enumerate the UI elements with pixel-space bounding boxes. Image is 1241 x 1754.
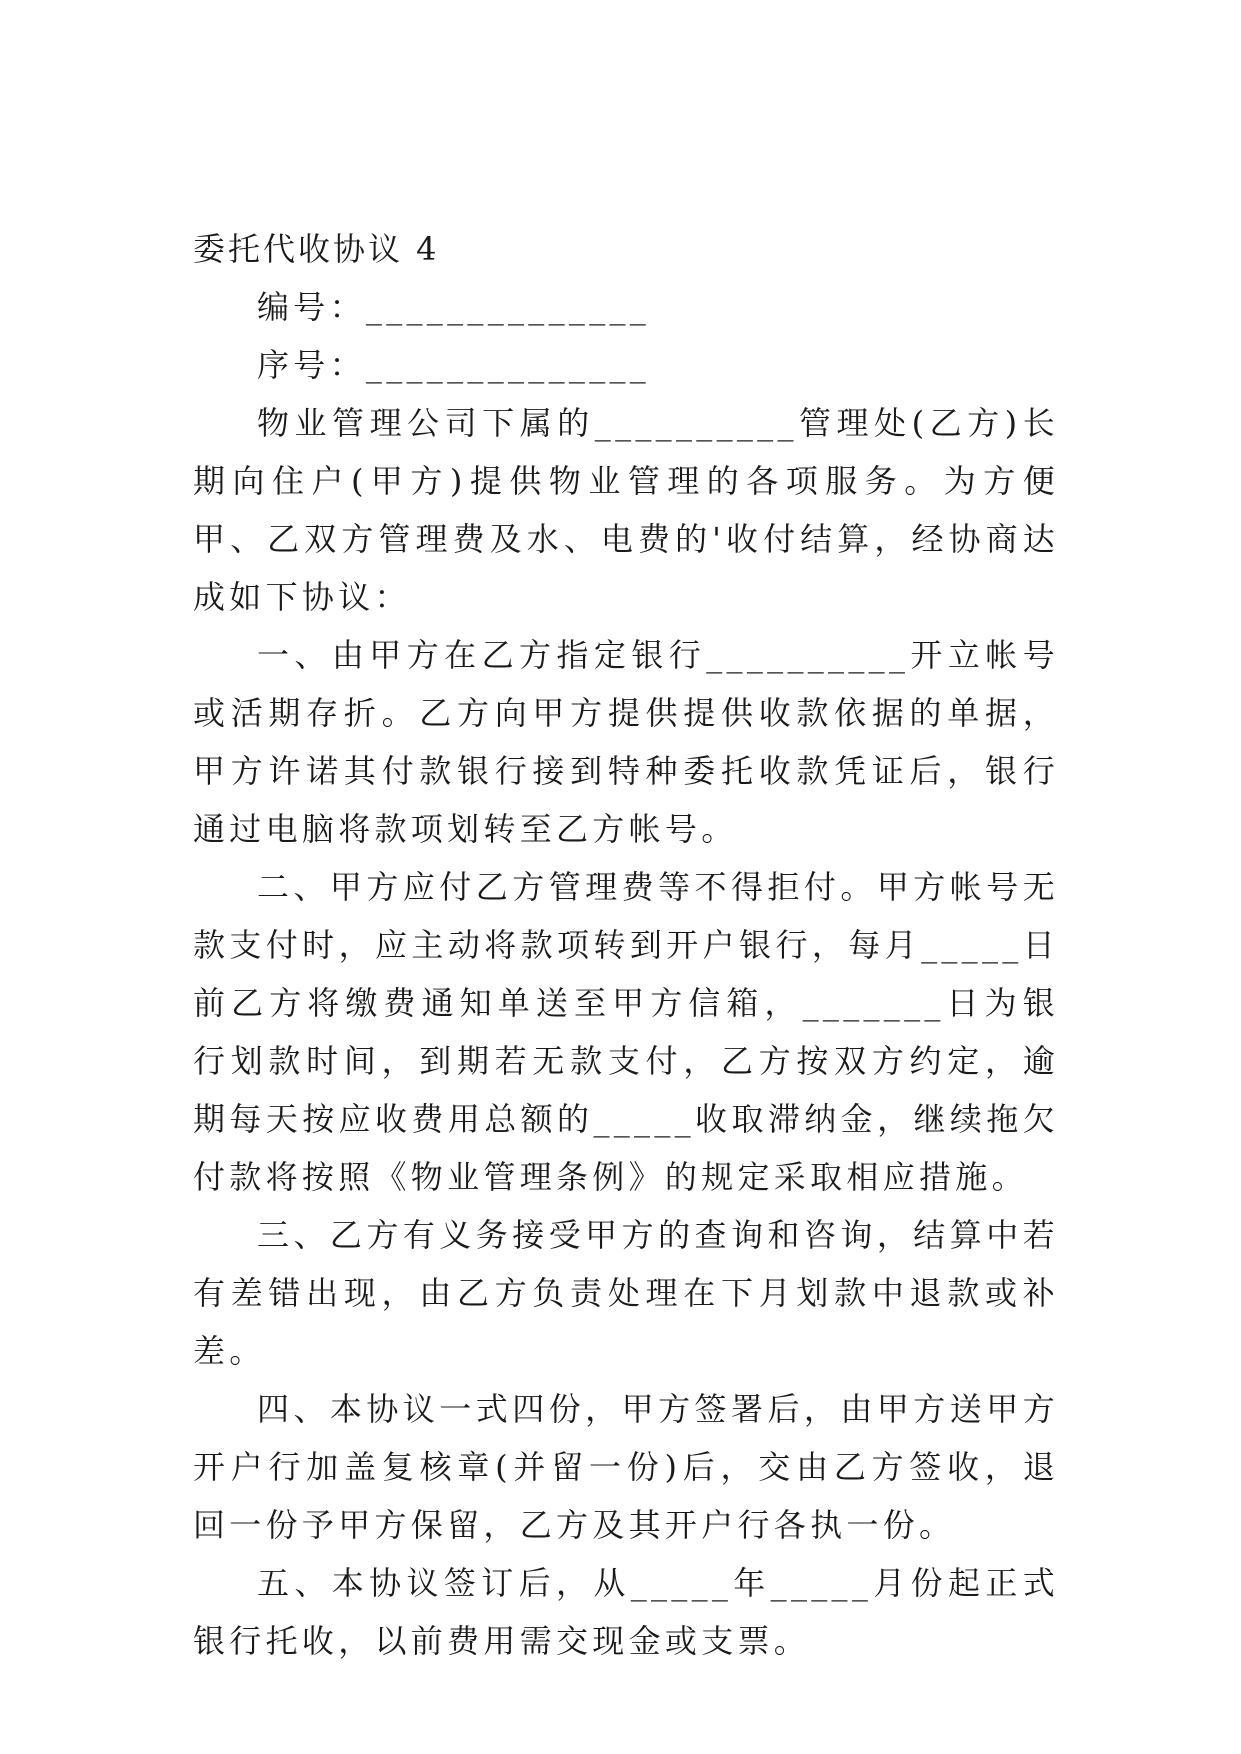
contract-number-field: 编号：______________ — [257, 288, 651, 326]
clause-three-paragraph: 三、乙方有义务接受甲方的查询和咨询，结算中若有差错出现，由乙方负责处理在下月划款中退款或补差。 — [193, 1216, 1059, 1370]
sequence-number-field: 序号：______________ — [257, 346, 651, 384]
clause-four-paragraph: 四、本协议一式四份，甲方签署后，由甲方送甲方开户行加盖复核章(并留一份)后，交由乙方签收，退回一份予甲方保留，乙方及其开户行各执一份。 — [193, 1390, 1059, 1544]
document-body — [193, 220, 1059, 1670]
clause-one-paragraph: 一、由甲方在乙方指定银行__________开立帐号或活期存折。乙方向甲方提供提供收款依据的单据，甲方许诺其付款银行接到特种委托收款凭证后，银行通过电脑将款项划转至乙方帐号。 — [193, 636, 1059, 848]
preamble-paragraph: 物业管理公司下属的__________管理处(乙方)长期向住户(甲方)提供物业管理的各项服务。为方便甲、乙双方管理费及水、电费的'收付结算，经协商达成如下协议： — [193, 404, 1059, 616]
clause-five-paragraph: 五、本协议签订后，从_____年_____月份起正式银行托收，以前费用需交现金或支票。 — [193, 1564, 1059, 1660]
clause-two-paragraph: 二、甲方应付乙方管理费等不得拒付。甲方帐号无款支付时，应主动将款项转到开户银行，每月_____日前乙方将缴费通知单送至甲方信箱，_______日为银行划款时间，到期若无款支付，乙方按双方约定，逾期每天按应收费用总额的_____收取滞纳金，继续拖欠付款将按照《物业管理条例》的规定采取相应措施。 — [193, 868, 1059, 1196]
document-title: 委托代收协议 4 — [193, 230, 440, 268]
